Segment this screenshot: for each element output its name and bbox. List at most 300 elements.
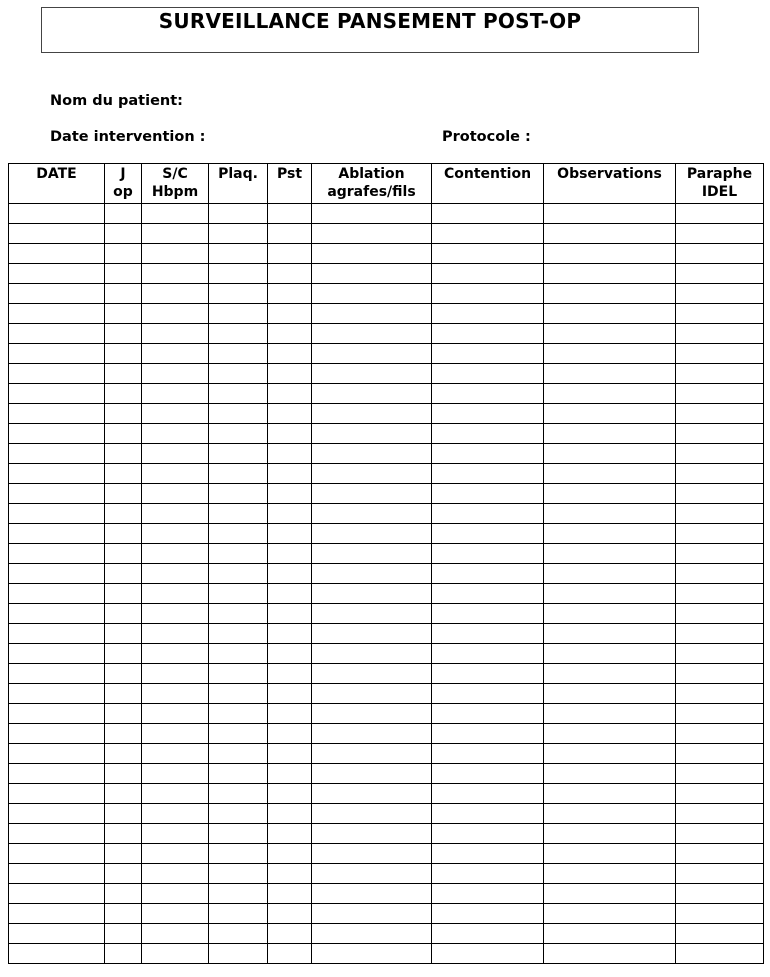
table-cell[interactable] [9, 504, 105, 524]
table-cell[interactable] [9, 604, 105, 624]
table-cell[interactable] [432, 364, 544, 384]
table-cell[interactable] [9, 464, 105, 484]
table-cell[interactable] [268, 704, 312, 724]
table-cell[interactable] [142, 444, 209, 464]
table-cell[interactable] [209, 884, 268, 904]
table-cell[interactable] [312, 644, 432, 664]
table-cell[interactable] [105, 844, 142, 864]
table-cell[interactable] [9, 444, 105, 464]
table-cell[interactable] [209, 804, 268, 824]
table-cell[interactable] [676, 244, 764, 264]
table-cell[interactable] [268, 864, 312, 884]
table-cell[interactable] [544, 304, 676, 324]
table-cell[interactable] [544, 384, 676, 404]
table-cell[interactable] [432, 464, 544, 484]
table-cell[interactable] [432, 804, 544, 824]
table-cell[interactable] [268, 844, 312, 864]
table-cell[interactable] [312, 324, 432, 344]
table-cell[interactable] [676, 424, 764, 444]
table-cell[interactable] [142, 224, 209, 244]
table-cell[interactable] [209, 204, 268, 224]
table-cell[interactable] [142, 844, 209, 864]
table-cell[interactable] [676, 924, 764, 944]
table-cell[interactable] [432, 844, 544, 864]
table-cell[interactable] [105, 824, 142, 844]
table-cell[interactable] [432, 484, 544, 504]
table-cell[interactable] [676, 784, 764, 804]
table-cell[interactable] [312, 864, 432, 884]
table-cell[interactable] [209, 724, 268, 744]
table-cell[interactable] [544, 204, 676, 224]
table-cell[interactable] [432, 764, 544, 784]
table-cell[interactable] [142, 204, 209, 224]
table-cell[interactable] [9, 664, 105, 684]
table-cell[interactable] [9, 564, 105, 584]
table-cell[interactable] [268, 304, 312, 324]
table-cell[interactable] [142, 404, 209, 424]
table-cell[interactable] [544, 484, 676, 504]
table-cell[interactable] [312, 744, 432, 764]
table-cell[interactable] [544, 324, 676, 344]
table-cell[interactable] [676, 404, 764, 424]
table-cell[interactable] [544, 644, 676, 664]
table-cell[interactable] [312, 564, 432, 584]
table-cell[interactable] [105, 204, 142, 224]
table-cell[interactable] [676, 644, 764, 664]
table-cell[interactable] [209, 364, 268, 384]
table-cell[interactable] [676, 564, 764, 584]
table-cell[interactable] [142, 864, 209, 884]
table-cell[interactable] [142, 784, 209, 804]
table-cell[interactable] [544, 404, 676, 424]
table-cell[interactable] [544, 824, 676, 844]
table-cell[interactable] [142, 704, 209, 724]
table-cell[interactable] [312, 764, 432, 784]
table-cell[interactable] [432, 724, 544, 744]
table-cell[interactable] [105, 704, 142, 724]
table-cell[interactable] [544, 544, 676, 564]
table-cell[interactable] [268, 504, 312, 524]
table-cell[interactable] [9, 944, 105, 964]
table-cell[interactable] [676, 224, 764, 244]
table-cell[interactable] [268, 324, 312, 344]
table-cell[interactable] [312, 424, 432, 444]
table-cell[interactable] [268, 544, 312, 564]
table-cell[interactable] [268, 464, 312, 484]
table-cell[interactable] [676, 484, 764, 504]
table-cell[interactable] [676, 444, 764, 464]
table-cell[interactable] [9, 224, 105, 244]
table-cell[interactable] [312, 784, 432, 804]
table-cell[interactable] [105, 424, 142, 444]
table-cell[interactable] [9, 584, 105, 604]
table-cell[interactable] [209, 404, 268, 424]
table-cell[interactable] [268, 364, 312, 384]
table-cell[interactable] [9, 264, 105, 284]
table-cell[interactable] [9, 624, 105, 644]
table-cell[interactable] [209, 844, 268, 864]
table-cell[interactable] [268, 824, 312, 844]
table-cell[interactable] [105, 744, 142, 764]
table-cell[interactable] [432, 324, 544, 344]
table-cell[interactable] [432, 404, 544, 424]
table-cell[interactable] [209, 384, 268, 404]
table-cell[interactable] [432, 744, 544, 764]
table-cell[interactable] [142, 804, 209, 824]
table-cell[interactable] [105, 324, 142, 344]
table-cell[interactable] [209, 304, 268, 324]
table-cell[interactable] [676, 204, 764, 224]
table-cell[interactable] [209, 464, 268, 484]
table-cell[interactable] [142, 584, 209, 604]
table-cell[interactable] [268, 744, 312, 764]
table-cell[interactable] [209, 504, 268, 524]
table-cell[interactable] [142, 744, 209, 764]
table-cell[interactable] [268, 444, 312, 464]
table-cell[interactable] [209, 704, 268, 724]
table-cell[interactable] [268, 904, 312, 924]
table-cell[interactable] [9, 544, 105, 564]
table-cell[interactable] [312, 504, 432, 524]
table-cell[interactable] [432, 444, 544, 464]
table-cell[interactable] [209, 864, 268, 884]
table-cell[interactable] [268, 884, 312, 904]
table-cell[interactable] [105, 664, 142, 684]
table-cell[interactable] [268, 624, 312, 644]
table-cell[interactable] [142, 524, 209, 544]
table-cell[interactable] [268, 784, 312, 804]
table-cell[interactable] [676, 904, 764, 924]
table-cell[interactable] [312, 364, 432, 384]
table-cell[interactable] [544, 224, 676, 244]
table-cell[interactable] [105, 384, 142, 404]
table-cell[interactable] [544, 744, 676, 764]
table-cell[interactable] [105, 904, 142, 924]
table-cell[interactable] [432, 944, 544, 964]
table-cell[interactable] [544, 764, 676, 784]
table-cell[interactable] [676, 284, 764, 304]
table-cell[interactable] [544, 264, 676, 284]
table-cell[interactable] [268, 404, 312, 424]
table-cell[interactable] [268, 924, 312, 944]
table-cell[interactable] [544, 244, 676, 264]
table-cell[interactable] [105, 524, 142, 544]
table-cell[interactable] [312, 724, 432, 744]
table-cell[interactable] [432, 684, 544, 704]
table-cell[interactable] [9, 384, 105, 404]
table-cell[interactable] [268, 524, 312, 544]
table-cell[interactable] [209, 564, 268, 584]
table-cell[interactable] [142, 484, 209, 504]
table-cell[interactable] [544, 664, 676, 684]
table-cell[interactable] [105, 624, 142, 644]
table-cell[interactable] [268, 804, 312, 824]
table-cell[interactable] [312, 404, 432, 424]
table-cell[interactable] [209, 904, 268, 924]
table-cell[interactable] [9, 824, 105, 844]
table-cell[interactable] [9, 244, 105, 264]
table-cell[interactable] [544, 424, 676, 444]
table-cell[interactable] [105, 764, 142, 784]
table-cell[interactable] [312, 244, 432, 264]
table-cell[interactable] [312, 384, 432, 404]
table-cell[interactable] [432, 384, 544, 404]
table-cell[interactable] [9, 844, 105, 864]
table-cell[interactable] [209, 264, 268, 284]
table-cell[interactable] [142, 604, 209, 624]
table-cell[interactable] [312, 224, 432, 244]
table-cell[interactable] [9, 344, 105, 364]
table-cell[interactable] [209, 744, 268, 764]
table-cell[interactable] [105, 224, 142, 244]
table-cell[interactable] [209, 584, 268, 604]
table-cell[interactable] [432, 244, 544, 264]
table-cell[interactable] [209, 324, 268, 344]
table-cell[interactable] [676, 764, 764, 784]
table-cell[interactable] [9, 484, 105, 504]
table-cell[interactable] [142, 664, 209, 684]
table-cell[interactable] [544, 344, 676, 364]
table-cell[interactable] [432, 504, 544, 524]
table-cell[interactable] [432, 784, 544, 804]
table-cell[interactable] [432, 864, 544, 884]
table-cell[interactable] [312, 304, 432, 324]
table-cell[interactable] [9, 724, 105, 744]
table-cell[interactable] [676, 264, 764, 284]
table-cell[interactable] [676, 304, 764, 324]
table-cell[interactable] [544, 464, 676, 484]
table-cell[interactable] [312, 804, 432, 824]
table-cell[interactable] [312, 544, 432, 564]
table-cell[interactable] [432, 564, 544, 584]
table-cell[interactable] [9, 364, 105, 384]
table-cell[interactable] [432, 884, 544, 904]
table-cell[interactable] [312, 844, 432, 864]
table-cell[interactable] [142, 764, 209, 784]
table-cell[interactable] [268, 424, 312, 444]
table-cell[interactable] [676, 884, 764, 904]
table-cell[interactable] [209, 344, 268, 364]
table-cell[interactable] [9, 804, 105, 824]
table-cell[interactable] [105, 924, 142, 944]
table-cell[interactable] [312, 204, 432, 224]
table-cell[interactable] [105, 364, 142, 384]
table-cell[interactable] [105, 464, 142, 484]
table-cell[interactable] [676, 664, 764, 684]
table-cell[interactable] [544, 704, 676, 724]
table-cell[interactable] [268, 484, 312, 504]
table-cell[interactable] [432, 584, 544, 604]
table-cell[interactable] [209, 244, 268, 264]
table-cell[interactable] [312, 704, 432, 724]
table-cell[interactable] [268, 644, 312, 664]
table-cell[interactable] [268, 684, 312, 704]
table-cell[interactable] [676, 744, 764, 764]
table-cell[interactable] [209, 684, 268, 704]
table-cell[interactable] [105, 564, 142, 584]
table-cell[interactable] [142, 364, 209, 384]
table-cell[interactable] [105, 864, 142, 884]
table-cell[interactable] [142, 724, 209, 744]
table-cell[interactable] [676, 524, 764, 544]
table-cell[interactable] [312, 444, 432, 464]
table-cell[interactable] [432, 344, 544, 364]
table-cell[interactable] [432, 604, 544, 624]
table-cell[interactable] [209, 444, 268, 464]
table-cell[interactable] [312, 924, 432, 944]
table-cell[interactable] [312, 264, 432, 284]
table-cell[interactable] [209, 284, 268, 304]
table-cell[interactable] [676, 804, 764, 824]
table-cell[interactable] [268, 244, 312, 264]
table-cell[interactable] [105, 584, 142, 604]
table-cell[interactable] [432, 284, 544, 304]
table-cell[interactable] [312, 344, 432, 364]
table-cell[interactable] [544, 804, 676, 824]
table-cell[interactable] [105, 784, 142, 804]
table-cell[interactable] [9, 324, 105, 344]
table-cell[interactable] [142, 544, 209, 564]
table-cell[interactable] [105, 404, 142, 424]
table-cell[interactable] [142, 324, 209, 344]
table-cell[interactable] [9, 784, 105, 804]
table-cell[interactable] [312, 464, 432, 484]
table-cell[interactable] [209, 224, 268, 244]
table-cell[interactable] [105, 344, 142, 364]
table-cell[interactable] [312, 524, 432, 544]
table-cell[interactable] [268, 224, 312, 244]
table-cell[interactable] [268, 564, 312, 584]
table-cell[interactable] [142, 384, 209, 404]
table-cell[interactable] [142, 424, 209, 444]
table-cell[interactable] [105, 884, 142, 904]
table-cell[interactable] [209, 944, 268, 964]
table-cell[interactable] [676, 604, 764, 624]
table-cell[interactable] [142, 564, 209, 584]
table-cell[interactable] [312, 664, 432, 684]
table-cell[interactable] [9, 404, 105, 424]
table-cell[interactable] [105, 284, 142, 304]
table-cell[interactable] [676, 344, 764, 364]
table-cell[interactable] [209, 544, 268, 564]
table-cell[interactable] [432, 544, 544, 564]
table-cell[interactable] [9, 644, 105, 664]
table-cell[interactable] [544, 784, 676, 804]
table-cell[interactable] [142, 244, 209, 264]
table-cell[interactable] [432, 264, 544, 284]
table-cell[interactable] [268, 944, 312, 964]
table-cell[interactable] [209, 824, 268, 844]
table-cell[interactable] [209, 524, 268, 544]
table-cell[interactable] [544, 724, 676, 744]
table-cell[interactable] [142, 344, 209, 364]
table-cell[interactable] [312, 944, 432, 964]
table-cell[interactable] [268, 264, 312, 284]
table-cell[interactable] [268, 604, 312, 624]
table-cell[interactable] [9, 904, 105, 924]
table-cell[interactable] [9, 684, 105, 704]
table-cell[interactable] [268, 384, 312, 404]
table-cell[interactable] [544, 864, 676, 884]
table-cell[interactable] [105, 724, 142, 744]
table-cell[interactable] [432, 204, 544, 224]
table-cell[interactable] [142, 504, 209, 524]
table-cell[interactable] [209, 924, 268, 944]
table-cell[interactable] [9, 864, 105, 884]
table-cell[interactable] [142, 264, 209, 284]
table-cell[interactable] [9, 744, 105, 764]
table-cell[interactable] [142, 684, 209, 704]
table-cell[interactable] [268, 584, 312, 604]
table-cell[interactable] [676, 684, 764, 704]
table-cell[interactable] [105, 684, 142, 704]
table-cell[interactable] [432, 704, 544, 724]
table-cell[interactable] [312, 584, 432, 604]
table-cell[interactable] [676, 724, 764, 744]
table-cell[interactable] [432, 524, 544, 544]
table-cell[interactable] [142, 824, 209, 844]
table-cell[interactable] [312, 904, 432, 924]
table-cell[interactable] [676, 364, 764, 384]
table-cell[interactable] [544, 884, 676, 904]
table-cell[interactable] [142, 304, 209, 324]
table-cell[interactable] [312, 484, 432, 504]
table-cell[interactable] [105, 304, 142, 324]
table-cell[interactable] [676, 844, 764, 864]
table-cell[interactable] [142, 464, 209, 484]
table-cell[interactable] [544, 604, 676, 624]
table-cell[interactable] [9, 764, 105, 784]
table-cell[interactable] [105, 264, 142, 284]
table-cell[interactable] [676, 944, 764, 964]
table-cell[interactable] [312, 824, 432, 844]
table-cell[interactable] [544, 564, 676, 584]
table-cell[interactable] [432, 644, 544, 664]
table-cell[interactable] [105, 484, 142, 504]
table-cell[interactable] [268, 724, 312, 744]
table-cell[interactable] [268, 764, 312, 784]
table-cell[interactable] [142, 944, 209, 964]
table-cell[interactable] [209, 644, 268, 664]
table-cell[interactable] [268, 284, 312, 304]
table-cell[interactable] [544, 844, 676, 864]
table-cell[interactable] [544, 584, 676, 604]
table-cell[interactable] [268, 344, 312, 364]
table-cell[interactable] [142, 904, 209, 924]
table-cell[interactable] [105, 244, 142, 264]
table-cell[interactable] [312, 884, 432, 904]
table-cell[interactable] [9, 924, 105, 944]
table-cell[interactable] [676, 624, 764, 644]
table-cell[interactable] [676, 504, 764, 524]
table-cell[interactable] [676, 584, 764, 604]
table-cell[interactable] [676, 824, 764, 844]
table-cell[interactable] [9, 424, 105, 444]
table-cell[interactable] [544, 924, 676, 944]
table-cell[interactable] [676, 864, 764, 884]
table-cell[interactable] [142, 624, 209, 644]
table-cell[interactable] [142, 924, 209, 944]
table-cell[interactable] [312, 624, 432, 644]
table-cell[interactable] [312, 284, 432, 304]
table-cell[interactable] [676, 384, 764, 404]
table-cell[interactable] [105, 444, 142, 464]
table-cell[interactable] [142, 284, 209, 304]
table-cell[interactable] [544, 504, 676, 524]
table-cell[interactable] [9, 704, 105, 724]
table-cell[interactable] [105, 604, 142, 624]
table-cell[interactable] [209, 484, 268, 504]
